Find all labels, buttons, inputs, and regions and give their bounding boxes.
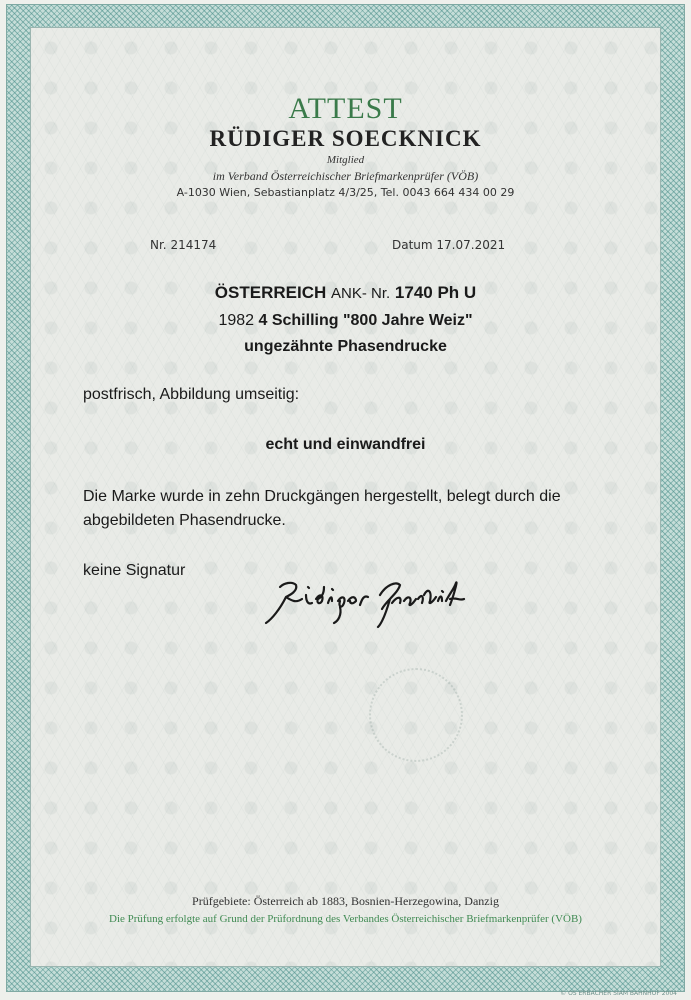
description-line-2: abgebildeten Phasendrucke.: [83, 512, 286, 529]
examiner-address: A-1030 Wien, Sebastianplatz 4/3/25, Tel. 0043 664 434 00 29: [176, 186, 515, 199]
stamp-condition: postfrisch, Abbildung umseitig:: [83, 386, 300, 403]
member-label: Mitglied: [326, 154, 365, 166]
stamp-year: 1982: [218, 312, 255, 329]
examination-basis: Die Prüfung erfolgte auf Grund der Prüfordnung des Verbandes Österreichischer Briefmarkenprüfer (VÖB): [109, 913, 582, 925]
printer-copyright: © OS ERBACHER SIAM BAHNHOF 2004: [560, 990, 677, 997]
stamp-country: ÖSTERREICH: [214, 283, 327, 302]
catalog-number: 1740 Ph U: [394, 283, 477, 302]
description-line-1: Die Marke wurde in zehn Druckgängen hergestellt, belegt durch die: [83, 488, 561, 505]
association-name: im Verband Österreichischer Briefmarkenprüfer (VÖB): [212, 169, 479, 183]
watermark-seal: [369, 668, 463, 762]
examination-areas: Prüfgebiete: Österreich ab 1883, Bosnien-Herzegowina, Danzig: [192, 894, 499, 908]
catalog-label: ANK- Nr.: [331, 285, 391, 302]
stamp-issue: [0, 312, 691, 330]
certificate-date: Datum 17.07.2021: [392, 238, 506, 252]
examiner-name: RÜDIGER SOECKNICK: [209, 126, 482, 151]
stamp-description: 4 Schilling "800 Jahre Weiz": [258, 312, 473, 329]
signature-note: keine Signatur: [83, 562, 186, 579]
stamp-identification: [0, 283, 691, 303]
stamp-variety: ungezähnte Phasendrucke: [244, 338, 447, 355]
certificate-title: ATTEST: [288, 92, 403, 125]
verdict: echt und einwandfrei: [265, 436, 426, 453]
examiner-signature: [262, 565, 482, 630]
certificate-number: Nr. 214174: [150, 238, 217, 252]
